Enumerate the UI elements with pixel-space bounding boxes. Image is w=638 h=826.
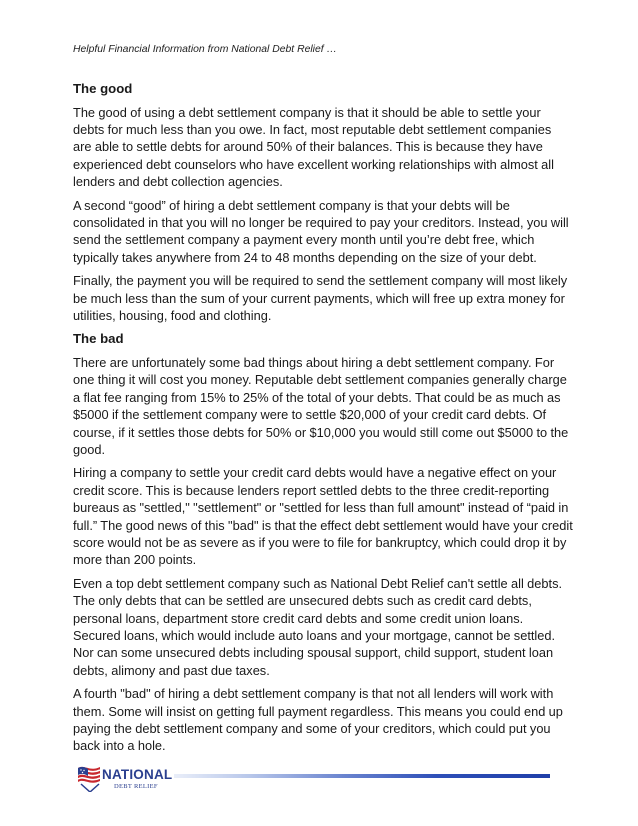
paragraph: Hiring a company to settle your credit card debts would have a negative effect on your credit score. This is because lenders report settled debts to the three credit-reporting bureaus as "settled," "settlement" or "settled for less than full amount" instead of “paid in full.” The good news of this "bad" is that the effect debt settlement would have your credit score would not be as severe as if you were to file for bankruptcy, which could drop it by more than 200 points. bbox=[73, 465, 573, 568]
paragraph: Finally, the payment you will be required to send the settlement company will most likely be much less than the sum of your current payments, which will free up extra money for utilities, housing, food and clothing. bbox=[73, 273, 568, 323]
american-flag-icon bbox=[76, 762, 104, 792]
page-footer bbox=[76, 762, 550, 796]
logo-subtitle: DEBT RELIEF bbox=[114, 783, 158, 790]
national-debt-relief-logo bbox=[76, 762, 172, 796]
paragraph: A second “good” of hiring a debt settlement company is that your debts will be consolidated in that you will no longer be required to pay your creditors. Instead, you will send the settlement company a payment every month until you’re debt free, which typically takes anywhere from 24 to 48 months depending on the size of your debt. bbox=[73, 197, 569, 265]
document-body bbox=[73, 80, 573, 761]
logo-wordmark: NATIONAL bbox=[102, 767, 173, 782]
footer-divider bbox=[174, 774, 550, 778]
paragraph: There are unfortunately some bad things about hiring a debt settlement company. For one thing it will cost you money. Reputable debt settlement companies generally charge a flat fee ranging from 15% to 25% of the total of your debts. That could be as much as $5000 if the settlement company were to settle $20,000 of your credit card debts. Of course, if it settles those debts for 50% or $10,000 you would still come out $5000 to the good. bbox=[73, 354, 569, 457]
section-heading-bad: The bad bbox=[73, 331, 124, 347]
running-header: Helpful Financial Information from National Debt Relief … bbox=[73, 44, 337, 55]
paragraph: Even a top debt settlement company such as National Debt Relief can't settle all debts. The only debts that can be settled are unsecured debts such as credit card debts, personal loans, department store credit card debts and some credit union loans. Secured loans, which would include auto loans and your mortgage, cannot be settled. Nor can some unsecured debts including spousal support, child support, student loan debts, alimony and past due taxes. bbox=[73, 575, 563, 678]
paragraph: The good of using a debt settlement company is that it should be able to settle your debts for much less than you owe. In fact, most reputable debt settlement companies are able to settle debts for around 50% of their balances. This is because they have experienced debt counselors who have excellent working relationships with almost all lenders and debt collection agencies. bbox=[73, 104, 554, 190]
section-heading-good: The good bbox=[73, 81, 133, 96]
paragraph: A fourth "bad" of hiring a debt settlement company is that not all lenders will work with them. Some will insist on getting full payment regardless. This means you could end up paying the debt settlement company and some of your creditors, which could put you back into a hole. bbox=[73, 686, 563, 754]
